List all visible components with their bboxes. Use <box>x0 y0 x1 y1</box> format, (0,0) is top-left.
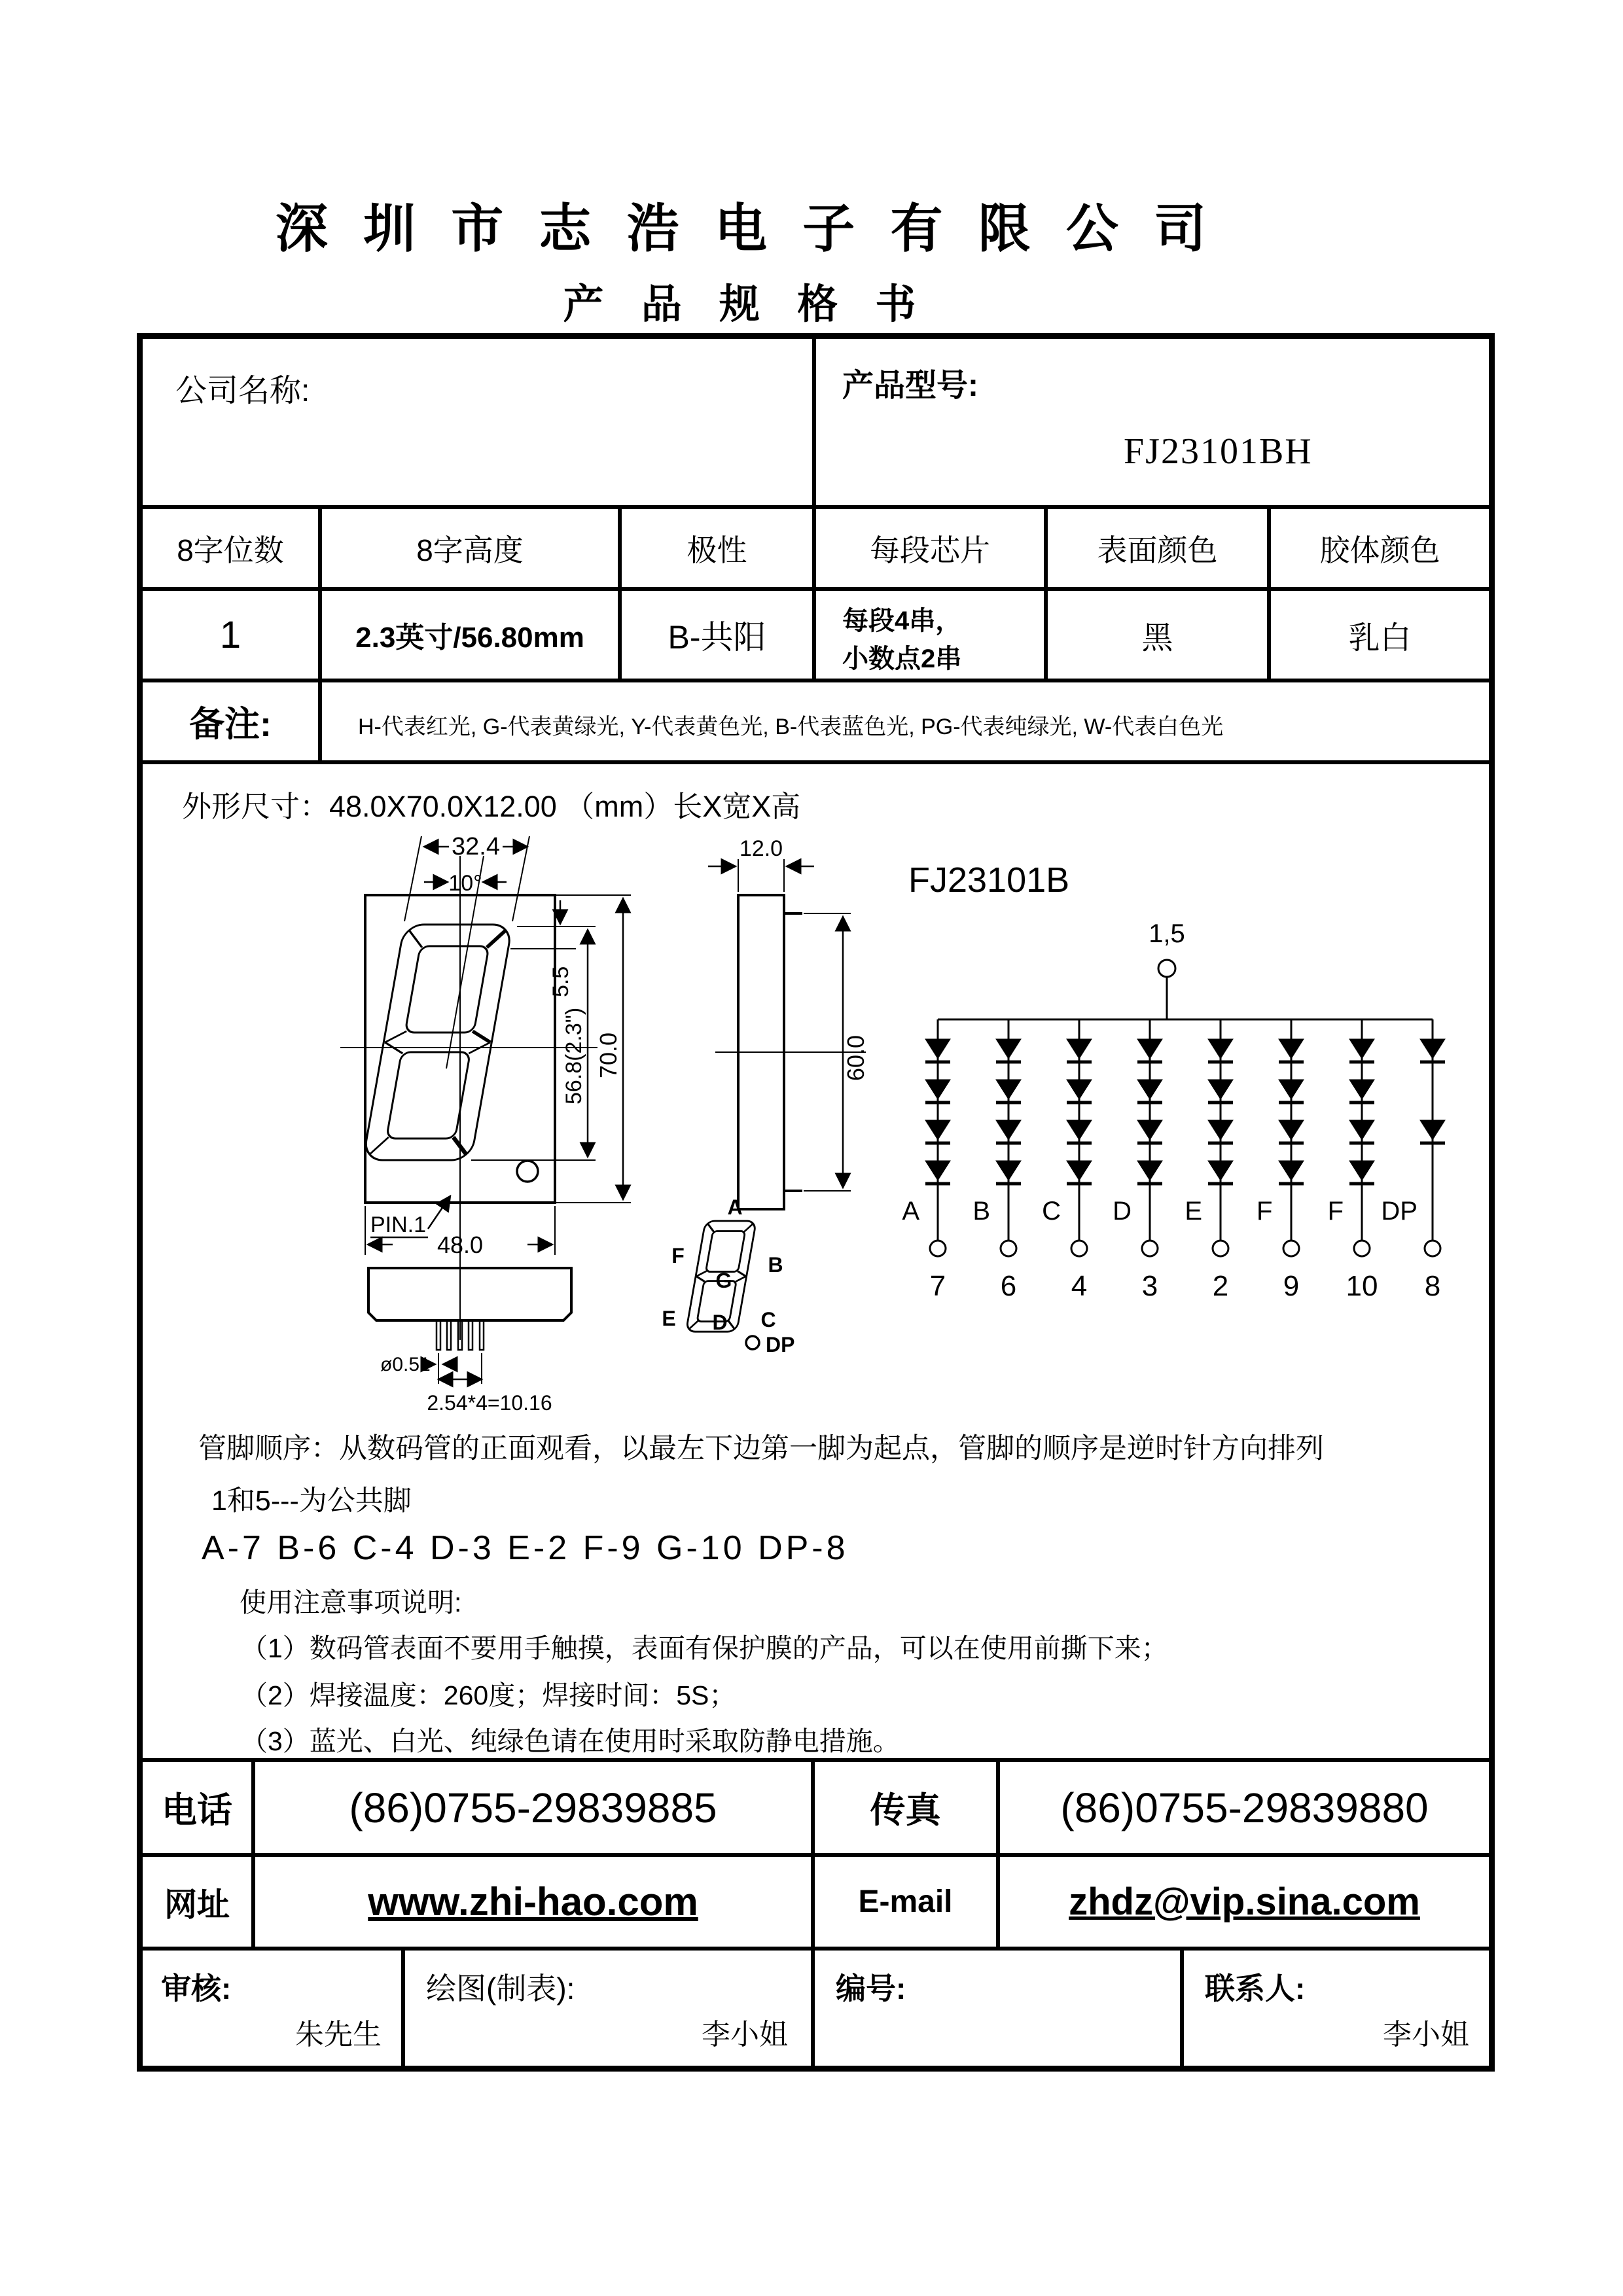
digit-outline <box>363 925 512 1160</box>
dim-digit-height-label: 56.8(2.3") <box>562 1007 586 1104</box>
contact-person-name: 李小姐 <box>1383 2019 1469 2051</box>
dim-pin-diameter-label: ø0.51 <box>380 1354 431 1375</box>
schematic-pin: 6 <box>1000 1270 1017 1302</box>
fax-value: (86)0755-29839880 <box>998 1760 1491 1855</box>
schematic-pin: 2 <box>1212 1270 1229 1302</box>
diode-column-b <box>996 1019 1021 1256</box>
dim-body-height-label: 70.0 <box>595 1032 622 1078</box>
value-surface-color: 黑 <box>1046 589 1269 680</box>
schematic-common-label: 1,5 <box>1149 919 1185 948</box>
schematic-label: B <box>972 1197 990 1226</box>
outline-dimensions-note: 外形尺寸：48.0X70.0X12.00 （mm）长X宽X高 <box>182 790 801 823</box>
drawing-cell <box>141 762 1491 1760</box>
website-value[interactable]: www.zhi-hao.com <box>368 1880 698 1924</box>
schematic-pin: 7 <box>929 1270 946 1302</box>
draft-cell <box>403 1949 813 2068</box>
company-name-label: 公司名称: <box>175 374 310 408</box>
value-chips-line2: 小数点2串 <box>842 645 962 673</box>
header-digit-height: 8字高度 <box>320 507 620 589</box>
dim-pin-pitch-label: 2.54*4=10.16 <box>427 1391 552 1415</box>
usage-title: 使用注意事项说明: <box>240 1587 462 1617</box>
schematic-pin: 8 <box>1424 1270 1441 1302</box>
company-title: 深 圳 市 志 浩 电 子 有 限 公 司 <box>275 200 1217 258</box>
fax-label: 传真 <box>813 1760 998 1855</box>
header-polarity: 极性 <box>620 507 814 589</box>
header-epoxy-color: 胶体颜色 <box>1269 507 1491 589</box>
usage-item-1: （1）数码管表面不要用手触摸，表面有保护膜的产品，可以在使用前撕下来； <box>241 1633 1168 1663</box>
diode-column-d <box>1137 1019 1162 1256</box>
email-cell <box>998 1855 1491 1949</box>
draft-label: 绘图(制表): <box>426 1971 575 2005</box>
front-view-drawing <box>293 804 660 1288</box>
value-digit-count: 1 <box>141 589 320 680</box>
seg-label-dp: DP <box>766 1333 795 1356</box>
website-label: 网址 <box>141 1855 253 1949</box>
value-polarity: B-共阳 <box>620 589 814 680</box>
schematic-label: DP <box>1381 1197 1418 1226</box>
seg-label-d: D <box>712 1311 728 1334</box>
doc-number-cell <box>813 1949 1182 2068</box>
draft-name: 李小姐 <box>702 2019 788 2051</box>
website-cell <box>253 1855 813 1949</box>
phone-label: 电话 <box>141 1760 253 1855</box>
remark-text: H-代表红光, G-代表黄绿光, Y-代表黄色光, B-代表蓝色光, PG-代表纯绿光, W-代表白色光 <box>358 715 1224 739</box>
review-cell <box>141 1949 403 2068</box>
diode-column-g <box>1349 1019 1374 1256</box>
seg-label-c: C <box>760 1308 776 1332</box>
value-chips-line1: 每段4串， <box>842 607 962 635</box>
segment-key-dp-circle <box>746 1336 759 1349</box>
dim-digit-width-label: 32.4 <box>452 833 500 860</box>
review-label: 审核: <box>161 1971 232 2005</box>
segment-key-drawing <box>640 1190 836 1373</box>
seg-label-f: F <box>671 1244 685 1267</box>
dim-window-label: 60.0 <box>842 1034 869 1081</box>
pin1-label: PIN.1 <box>370 1212 427 1237</box>
schematic-label: C <box>1042 1197 1061 1226</box>
seg-label-g: G <box>715 1269 732 1292</box>
ext-line <box>512 836 529 921</box>
value-digit-height: 2.3英寸/56.80mm <box>320 589 620 680</box>
schematic-pin: 4 <box>1071 1270 1088 1302</box>
company-name-cell <box>141 337 814 507</box>
model-label: 产品型号: <box>842 368 978 403</box>
doc-number-label: 编号: <box>836 1971 906 2005</box>
model-value: FJ23101BH <box>1124 431 1313 472</box>
diode-column-dp <box>1420 1019 1445 1256</box>
email-label: E-mail <box>813 1855 998 1949</box>
email-value[interactable]: zhdz@vip.sina.com <box>1069 1881 1420 1923</box>
diode-column-f <box>1279 1019 1304 1256</box>
review-name: 朱先生 <box>295 2019 382 2051</box>
seg-label-e: E <box>662 1307 676 1330</box>
schematic-label: E <box>1185 1197 1202 1226</box>
dim-body-width-label: 48.0 <box>437 1231 484 1258</box>
schematic-drawing <box>882 823 1471 1347</box>
pin-order-note: 管脚顺序：从数码管的正面观看，以最左下边第一脚为起点，管脚的顺序是逆时针方向排列 <box>198 1433 1324 1464</box>
diode-column-a <box>925 1019 950 1256</box>
schematic-pin: 3 <box>1141 1270 1158 1302</box>
dim-seg-label: 5.5 <box>548 966 573 997</box>
model-cell <box>814 337 1491 507</box>
seg-label-b: B <box>768 1253 783 1277</box>
remark-cell <box>320 680 1491 762</box>
schematic-title: FJ23101B <box>908 860 1070 900</box>
bottom-view-drawing <box>362 1258 650 1428</box>
phone-value: (86)0755-29839885 <box>253 1760 813 1855</box>
ext-line <box>404 836 421 921</box>
remark-label: 备注: <box>141 680 320 762</box>
doc-title: 产 品 规 格 书 <box>563 282 929 327</box>
value-chips <box>814 589 1046 680</box>
front-dp-circle <box>517 1161 538 1182</box>
pin-mapping-note: A-7 B-6 C-4 D-3 E-2 F-9 G-10 DP-8 <box>202 1529 849 1567</box>
header-surface-color: 表面颜色 <box>1046 507 1269 589</box>
schematic-pin: 10 <box>1346 1270 1378 1302</box>
contact-person-cell <box>1182 1949 1491 2068</box>
value-epoxy-color: 乳白 <box>1269 589 1491 680</box>
header-chips: 每段芯片 <box>814 507 1046 589</box>
common-terminal <box>1158 960 1175 977</box>
schematic-label: F <box>1257 1197 1273 1226</box>
schematic-label: F <box>1327 1197 1344 1226</box>
dim-thickness-label: 12.0 <box>739 836 783 861</box>
dim-tilt-label: 10° <box>448 871 482 896</box>
common-pin-note: 1和5---为公共脚 <box>211 1485 412 1517</box>
seg-label-a: A <box>727 1195 743 1219</box>
usage-item-2: （2）焊接温度：260度；焊接时间：5S； <box>241 1680 736 1710</box>
schematic-label: A <box>902 1197 919 1226</box>
diode-column-e <box>1208 1019 1233 1256</box>
bottom-package-outline <box>368 1268 571 1320</box>
contact-person-label: 联系人: <box>1205 1971 1306 2005</box>
schematic-label: D <box>1113 1197 1132 1226</box>
usage-item-3: （3）蓝光、白光、纯绿色请在使用时采取防静电措施。 <box>241 1726 900 1756</box>
pin1-leader <box>428 1196 450 1229</box>
header-digit-count: 8字位数 <box>141 507 320 589</box>
diode-column-c <box>1067 1019 1092 1256</box>
schematic-pin: 9 <box>1283 1270 1300 1302</box>
